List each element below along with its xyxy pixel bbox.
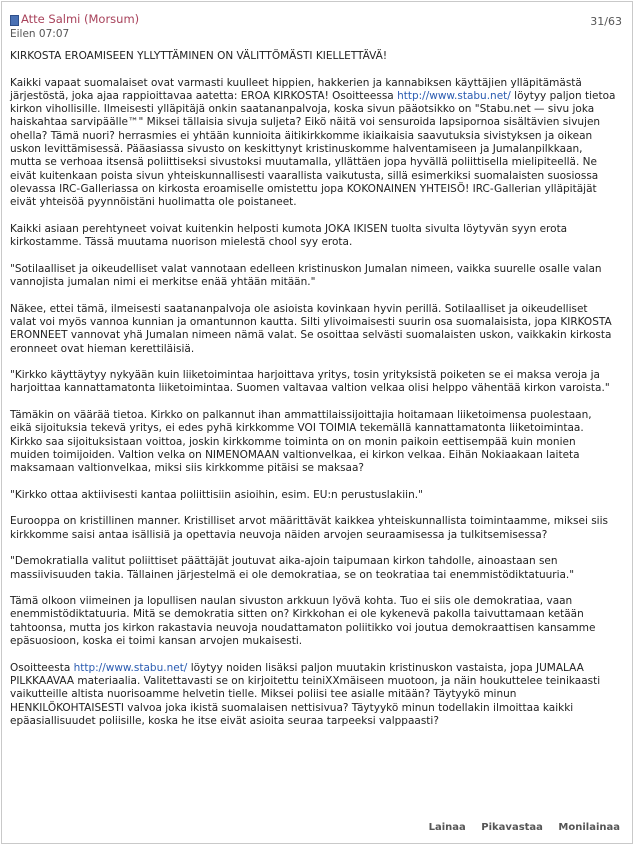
paragraph-1-end: löytyy paljon tietoa kirkon vihollisille. Ilmeisesti ylläpitäjä onkin saatananpalvoja, koska sivun pääotsikko on "Stabu.net — sivu joka haiskahtaa sarvipäälle™" Miksei tällaisia sivuja suljeta? Eikö näitä voi sensuroida lapsipornoa sisältävien sivujen ohella? Tämä nuori? herrasmies ei yhtään kunnioita äitikirkkomme ikiaikaisia saavutuksia sivistyksen ja oikean uskon levittämisessä. Pääasiassa sivusto on keskittynyt kristinuskomme halventamiseen ja Jumalanpilkkaan, mutta se verhoaa itsensä poliittiseksi sivustoksi muutamalla, yllättäen jopa hyvällä poliittisella mielipiteellä. Ne eivät kuitenkaan poista sivun yhteiskunnallisesti vaarallista vaikutusta, sillä esimerkiksi suomalaisten suosiossa olevassa IRC-Galleriassa on kirkosta eroamiselle omistettu jopa KOKONAINEN YHTEISÖ! IRC-Gallerian ylläpitäjät eivät yhteisöä pyynnöistäni huolimatta ole poistaneet. (10, 89, 616, 209)
paragraph-9: "Demokratialla valitut poliittiset päättäjät joutuvat aika-ajoin taipumaan kirkon tahdolle, ainoastaan sen massiivisuuden takia. Tällainen järjestelmä ei ole demokratiaa, se on teokratiaa tai enemmistödiktatuuria." (10, 555, 575, 581)
post-counter: 31/63 (590, 15, 622, 28)
paragraph-11-start: Osoitteesta (10, 661, 74, 674)
post-actions (417, 822, 620, 833)
paragraph-1 (10, 77, 616, 210)
paragraph-11 (10, 662, 616, 728)
stabu-link-2[interactable]: http://www.stabu.net/ (73, 661, 188, 674)
paragraph-8: Eurooppa on kristillinen manner. Kristilliset arvot määrittävät kaikkea yhteiskunnallista toimintaamme, miksei siis kirkkomme saisi antaa isällisiä ja opettavia neuvoja näiden arvojen seuraamisessa ja tulkitsemisessa? (10, 515, 608, 541)
forum-post (1, 1, 633, 844)
post-body (10, 50, 616, 741)
document-icon (10, 15, 19, 26)
stabu-link[interactable]: http://www.stabu.net/ (397, 89, 511, 102)
post-title: KIRKOSTA EROAMISEEN YLLYTTÄMINEN ON VÄLITTÖMÄSTI KIELLETTÄVÄ! (10, 50, 388, 62)
paragraph-3: "Sotilaalliset ja oikeudelliset valat vannotaan edelleen kristinuskon Jumalan nimeen, vaikka suurelle osalle valan vannojista jumalan nimi ei merkitse enää yhtään mitään." (10, 262, 602, 289)
reply-button[interactable]: Lainaa (428, 822, 466, 833)
post-header (2, 2, 632, 40)
paragraph-4: Näkee, ettei tämä, ilmeisesti saatananpalvoja ole asioista kovinkaan hyvin perillä. Sotilaalliset ja oikeudelliset valat voi myös vannoa kunnian ja omantunnon kautta. Silti ylivoimaisesti suurin osa suomalaisista, jopa KIRKOSTA ERONNEET vannovat yhä Jumalan nimeen nämä valat. Se osoittaa selvästi suomalaisten uskon, vaikkakin kirkosta eronneet ovat hieman kerettiläisiä. (10, 302, 612, 355)
paragraph-5: "Kirkko käyttäytyy nykyään kuin liiketoimintaa harjoittava yritys, tosin yrityksistä poiketen se ei maksa veroja ja harjoittaa kannattamatonta liiketoimintaa. Suomen valtavaa valtion velkaa olisi helppo vähentää kirkon varoista." (10, 369, 610, 395)
paragraph-1-start: Kaikki vapaat suomalaiset ovat varmasti kuulleet hippien, hakkerien ja kannabiksen käyttäjien ylläpitämästä järjestöstä, joka ajaa rappioittavaa aatetta: EROA KIRKOSTA! Osoitteessa (10, 76, 582, 102)
paragraph-11-end: löytyy noiden lisäksi paljon muutakin kristinuskon vastaista, jopa JUMALAA PILKKAAVAA materiaalia. Valitettavasti se on kirjoitettu teiniXXmäiseen muotoon, ja näin houkuttelee teinikaasti vaikutteille altista nuorisoamme helvetin tielle. Miksei poliisi tee asialle mitään? Täytyykö minun HENKILÖKOHTAISESTI valvoa joka ikistä suomalaisen nettisivua? Täytyykö minun todellakin ilmoittaa kaikki epäasiallisuudet poliisille, koska he itse eivät asioita seuraa tarpeeksi valppaasti? (10, 661, 601, 727)
paragraph-2: Kaikki asiaan perehtyneet voivat kuitenkin helposti kumota JOKA IKISEN tuolta sivulta löytyvän syyn erota kirkostamme. Tässä muutama nuorison mielestä chool syy erota. (10, 222, 568, 249)
post-time: Eilen 07:07 (10, 28, 70, 40)
paragraph-7: "Kirkko ottaa aktiivisesti kantaa poliittisiin asioihin, esim. EU:n perustuslakiin." (10, 488, 423, 501)
paragraph-6: Tämäkin on väärää tietoa. Kirkko on palkannut ihan ammattilaissijoittajia hoitamaan liiketoimensa puolestaan, eikä sijoituksia tekevä yritys, ei edes pyhä kirkkomme VOI TOIMIA tekemällä kannattamatonta liiketoimintaa. Kirkko saa sijoituksistaan voittoa, joskin kirkkomme toiminta on on monin paikoin eettisempää kuin monien muiden toimijoiden. Valtion velka on NIMENOMAAN valtionvelkaa, ei kirkon velkaa. Eihän Nokiaakaan laiteta maksamaan valtionvelkaa, miksi siis kirkkomme pitäisi se maksaa? (10, 409, 592, 475)
quick-reply-button[interactable]: Pikavastaa (481, 822, 543, 833)
multi-quote-button[interactable]: Monilainaa (558, 822, 620, 833)
paragraph-10: Tämä olkoon viimeinen ja lopullisen naulan sivuston arkkuun lyövä kohta. Tuo ei siis ole demokratiaa, vaan enemmistödiktatuuria. Mitä se demokratia sitten on? Kirkkohan ei ole kykenevä pakolla taivuttamaan ketään tahtoonsa, mutta jos kirkon rakastavia neuvoja noudattamaton poliitikko voi joutua demokraattisen kansamme epäsuosioon, koska ei toimi kansan arvojen mukaisesti. (10, 595, 596, 648)
author-link[interactable]: Atte Salmi (Morsum) (21, 12, 140, 26)
